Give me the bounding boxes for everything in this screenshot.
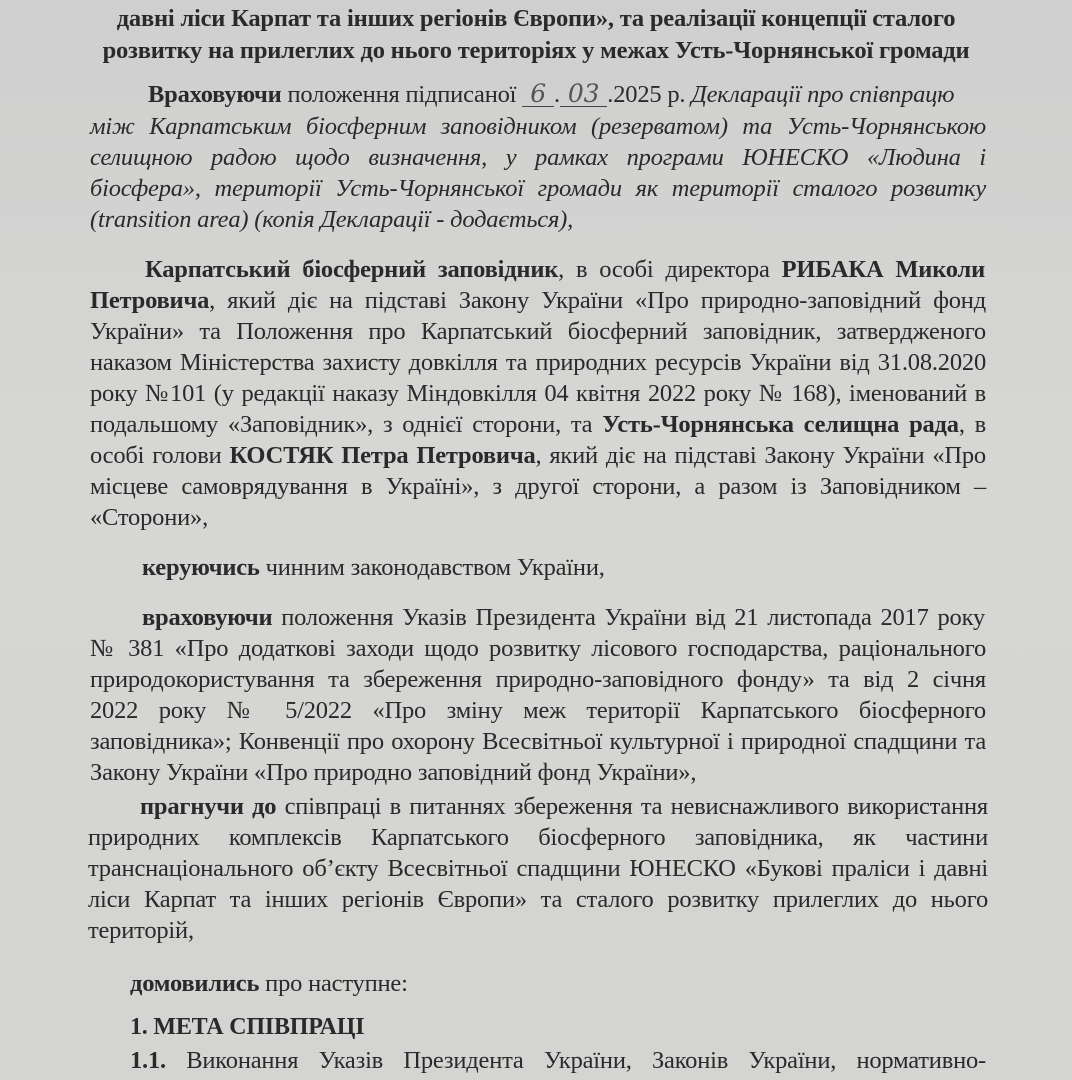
p1-text2: .2025 р. [607, 81, 692, 108]
p6-line [130, 969, 1030, 999]
p1-italic1: Декларації про співпрацю [691, 81, 955, 108]
p2-line-6 [90, 410, 986, 440]
p2-l1-mid: , в особі директора [558, 256, 782, 283]
p1-line-5: (transition area) (копія Декларації - додається), [90, 206, 574, 233]
director-patronymic: Петровича [90, 287, 210, 314]
p4-line-2: № 381 «Про додаткові заходи щодо розвитку лісового господарства, раціонального [90, 635, 986, 662]
title-line-1: давні ліси Карпат та інших регіонів Європи», та реалізації концепції сталого [116, 5, 956, 32]
p2-l6-a: подальшому «Заповідник», з однієї сторони, та [90, 411, 603, 438]
p3-line [142, 553, 1042, 583]
director-surname: РИБАКА [781, 256, 884, 283]
p2-line-1 [145, 255, 985, 285]
item-number: 1.1. [130, 1047, 166, 1074]
head-name: КОСТЯК Петра Петровича [229, 442, 536, 469]
p2-line-5: року №101 (у редакції наказу Міндовкілля 04 квітня 2022 року № 168), іменований в [90, 380, 986, 407]
p4-line-4: 2022 року № 5/2022 «Про зміну меж території Карпатського біосферного [90, 697, 986, 724]
p4-line-6: Закону України «Про природно заповідний фонд України», [90, 759, 697, 786]
p1-line-4: біосфера», території Усть-Чорнянської громади як території сталого розвитку [90, 175, 986, 202]
section-1-item-1-1 [130, 1046, 986, 1076]
p5-line-3: транснаціонального об’єкту Всесвітньої спадщини ЮНЕСКО «Букові праліси і давні [88, 855, 988, 882]
p2-l6-b: , в [958, 411, 986, 438]
p2-line-2 [90, 286, 986, 316]
p1-line-1: Враховуючи положення підписаної 6 . 03 .2025 р. Декларації про співпрацю [148, 79, 955, 108]
p6-rest: про наступне: [259, 970, 408, 997]
p2-l2-rest: , який діє на підставі Закону України «Про природно-заповідний фонд [209, 287, 986, 314]
p2-line-3: України» та Положення про Карпатський біосферний заповідник, затвердженого [90, 318, 986, 345]
org-name-reserve: Карпатський біосферний заповідник [145, 256, 559, 283]
director-name: Миколи [883, 256, 985, 283]
p2-line-9: «Сторони», [90, 504, 208, 531]
p5-l1-rest: співпраці в питаннях збереження та невиснажливого використання [276, 793, 988, 820]
p5-lead: прагнучи до [140, 793, 277, 820]
p5-line-1 [140, 792, 988, 822]
p2-line-4: наказом Міністерства захисту довкілля та природних ресурсів України від 31.08.2020 [90, 349, 986, 376]
p4-line-1 [142, 603, 985, 633]
p2-l7-b: , який діє на підставі Закону України «Про [535, 442, 986, 469]
p5-line-4: ліси Карпат та інших регіонів Європи» та сталого розвитку прилеглих до нього [88, 886, 988, 913]
title-line-2: розвитку на прилеглих до нього територіях у межах Усть-Чорнянської громади [102, 37, 970, 64]
p2-l7-a: особі голови [90, 442, 230, 469]
org-name-council: Усть-Чорнянська селищна рада [602, 411, 959, 438]
handwritten-month: 03 [560, 82, 607, 107]
p6-lead: домовились [130, 970, 260, 997]
handwritten-day: 6 [522, 82, 554, 107]
item-text: Виконання Указів Президента України, Законів України, нормативно- [165, 1047, 986, 1074]
p4-lead: враховуючи [142, 604, 273, 631]
p1-text1: положення підписаної [281, 81, 523, 108]
p3-rest: чинним законодавством України, [259, 554, 605, 581]
p1-line-2: між Карпатським біосферним заповідником (резерватом) та Усть-Чорнянською [90, 113, 986, 140]
p5-line-5: територій, [88, 917, 194, 944]
p5-line-2: природних комплексів Карпатського біосферного заповідника, як частини [88, 824, 988, 851]
p4-line-3: природокористування та збереження природно-заповідного фонду» та від 2 січня [90, 666, 986, 693]
p4-l1-rest: положення Указів Президента України від 21 листопада 2017 року [272, 604, 985, 631]
p3-lead: керуючись [142, 554, 260, 581]
p1-line-3: селищною радою щодо визначення, у рамках програми ЮНЕСКО «Людина і [90, 144, 986, 171]
p2-line-7 [90, 441, 986, 471]
p2-line-8: місцеве самоврядування в Україні», з другої сторони, а разом із Заповідником – [90, 473, 986, 500]
section-1-heading: 1. МЕТА СПІВПРАЦІ [130, 1014, 365, 1040]
p1-lead: Враховуючи [148, 81, 282, 108]
p4-line-5: заповідника»; Конвенції про охорону Всесвітньої культурної і природної спадщини та [90, 728, 986, 755]
